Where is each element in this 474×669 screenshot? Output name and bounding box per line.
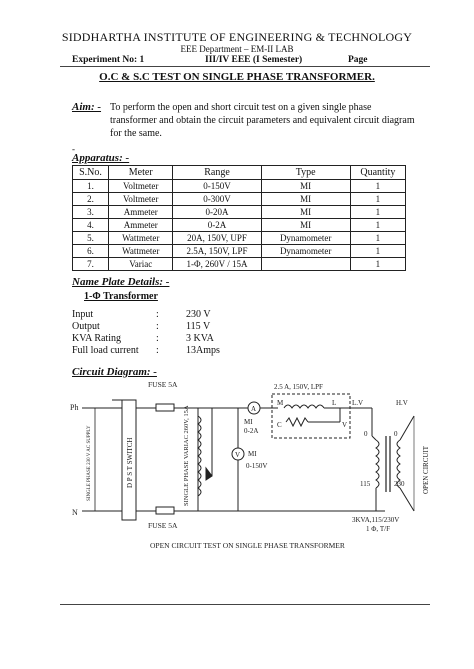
apparatus-cell: 2.5A, 150V, LPF bbox=[173, 245, 261, 258]
wire bbox=[400, 488, 414, 511]
variac-label: SINGLE PHASE VARIAC 260V, 15A bbox=[183, 405, 190, 506]
wattmeter-box bbox=[272, 394, 350, 438]
xfmr-rating: 3KVA,115/230V bbox=[352, 516, 400, 524]
ph-label: Ph bbox=[70, 403, 79, 412]
nameplate-value: 115 V bbox=[186, 321, 211, 332]
apparatus-cell: Voltmeter bbox=[109, 180, 173, 193]
apparatus-cell: 1 bbox=[350, 232, 405, 245]
apparatus-cell: 1 bbox=[350, 180, 405, 193]
apparatus-cell: Voltmeter bbox=[109, 193, 173, 206]
apparatus-cell: 1 bbox=[350, 258, 405, 271]
lv-turns: 115 bbox=[360, 480, 371, 488]
pressure-coil bbox=[286, 418, 308, 426]
col-range: Range bbox=[173, 166, 261, 180]
nameplate-separator: : bbox=[156, 309, 159, 320]
ammeter-letter: A bbox=[251, 405, 257, 413]
ammeter-range: 0-2A bbox=[244, 427, 259, 435]
apparatus-cell: 7. bbox=[73, 258, 109, 271]
voltmeter-type: MI bbox=[248, 450, 257, 458]
apparatus-cell: 0-20A bbox=[173, 206, 261, 219]
apparatus-row bbox=[73, 180, 406, 193]
apparatus-cell: MI bbox=[261, 193, 350, 206]
xfmr-type: 1 Φ, T/F bbox=[366, 525, 390, 533]
current-coil bbox=[284, 405, 324, 408]
apparatus-cell: Variac bbox=[109, 258, 173, 271]
fuse-top bbox=[156, 404, 174, 411]
nameplate-separator: : bbox=[156, 345, 159, 356]
apparatus-cell: Dynamometer bbox=[261, 245, 350, 258]
hv-label: H.V bbox=[396, 399, 408, 407]
apparatus-cell: Ammeter bbox=[109, 219, 173, 232]
nameplate-subtitle: 1-Φ Transformer bbox=[84, 291, 158, 302]
semester: III/IV EEE (I Semester) bbox=[205, 55, 303, 65]
hv-turns: 230 bbox=[394, 480, 405, 488]
wattmeter-rating: 2.5 A, 150V, LPF bbox=[274, 383, 323, 391]
nameplate-value: 230 V bbox=[186, 309, 211, 320]
apparatus-cell: 2. bbox=[73, 193, 109, 206]
apparatus-cell: 5. bbox=[73, 232, 109, 245]
col-quantity: Quantity bbox=[350, 166, 405, 180]
apparatus-cell: 1 bbox=[350, 219, 405, 232]
apparatus-cell: 4. bbox=[73, 219, 109, 232]
lv-winding bbox=[376, 440, 379, 488]
nameplate-key: Full load current bbox=[72, 345, 139, 356]
wattmeter-c: C bbox=[277, 421, 282, 429]
apparatus-cell: Ammeter bbox=[109, 206, 173, 219]
stray-mark: - bbox=[72, 144, 75, 154]
variac-arrow bbox=[206, 468, 212, 480]
apparatus-cell: 1 bbox=[350, 245, 405, 258]
nameplate-value: 3 KVA bbox=[186, 333, 214, 344]
n-label: N bbox=[72, 508, 78, 517]
apparatus-cell: 1. bbox=[73, 180, 109, 193]
lv-label: L.V bbox=[352, 399, 364, 407]
apparatus-cell: 1-Φ, 260V / 15A bbox=[173, 258, 261, 271]
apparatus-row bbox=[73, 232, 406, 245]
apparatus-cell: Dynamometer bbox=[261, 232, 350, 245]
nameplate-separator: : bbox=[156, 333, 159, 344]
dpst-label: D P S T SWITCH bbox=[126, 437, 134, 488]
supply-label: SINGLE PHASE 230 V AC SUPPLY bbox=[87, 425, 92, 501]
fuse-top-label: FUSE 5A bbox=[148, 380, 178, 389]
apparatus-cell: 1 bbox=[350, 206, 405, 219]
wattmeter-m: M bbox=[277, 399, 284, 407]
apparatus-cell: 20A, 150V, UPF bbox=[173, 232, 261, 245]
apparatus-cell: 6. bbox=[73, 245, 109, 258]
apparatus-cell: MI bbox=[261, 206, 350, 219]
page-label: Page bbox=[348, 55, 368, 65]
apparatus-cell: 1 bbox=[350, 193, 405, 206]
apparatus-table bbox=[72, 165, 406, 271]
nameplate-value: 13Amps bbox=[186, 345, 220, 356]
header-divider bbox=[60, 66, 430, 67]
fuse-bottom bbox=[156, 507, 174, 514]
voltmeter-range: 0-150V bbox=[246, 462, 268, 470]
open-circuit-label: OPEN CIRCUIT bbox=[422, 445, 430, 494]
apparatus-cell: 0-150V bbox=[173, 180, 261, 193]
apparatus-row bbox=[73, 193, 406, 206]
col-type: Type bbox=[261, 166, 350, 180]
apparatus-cell: Wattmeter bbox=[109, 232, 173, 245]
circuit-label: Circuit Diagram: - bbox=[72, 366, 157, 378]
apparatus-cell: MI bbox=[261, 219, 350, 232]
apparatus-cell: 0-300V bbox=[173, 193, 261, 206]
wattmeter-l: L bbox=[332, 399, 337, 407]
apparatus-row bbox=[73, 258, 406, 271]
col-meter: Meter bbox=[109, 166, 173, 180]
nameplate-separator: : bbox=[156, 321, 159, 332]
circuit-caption: OPEN CIRCUIT TEST ON SINGLE PHASE TRANSFORMER bbox=[150, 541, 345, 550]
circuit-diagram bbox=[60, 376, 440, 554]
footer-divider bbox=[60, 604, 430, 605]
apparatus-cell bbox=[261, 258, 350, 271]
wattmeter-v: V bbox=[342, 421, 348, 429]
department-name: EEE Department – EM-II LAB bbox=[180, 44, 294, 54]
page-title: O.C & S.C TEST ON SINGLE PHASE TRANSFORMER. bbox=[99, 71, 375, 83]
wire bbox=[400, 416, 414, 440]
nameplate-key: Output bbox=[72, 321, 100, 332]
aim-label: Aim: - bbox=[72, 101, 102, 113]
zero-mark: 0 bbox=[364, 430, 368, 438]
experiment-number: Experiment No: 1 bbox=[72, 55, 145, 65]
apparatus-row bbox=[73, 245, 406, 258]
apparatus-cell: Wattmeter bbox=[109, 245, 173, 258]
aim-text: To perform the open and short circuit test on a given single phase transformer and obtain the circuit parameters and equivalent circuit diagram for the same. bbox=[110, 102, 415, 139]
nameplate-label: Name Plate Details: - bbox=[72, 276, 170, 288]
apparatus-row bbox=[73, 219, 406, 232]
ammeter-type: MI bbox=[244, 418, 253, 426]
voltmeter-letter: V bbox=[235, 451, 241, 459]
apparatus-label: Apparatus: - bbox=[72, 152, 130, 164]
col-sno: S.No. bbox=[73, 166, 109, 180]
apparatus-header-row bbox=[73, 166, 406, 180]
apparatus-row bbox=[73, 206, 406, 219]
fuse-bottom-label: FUSE 5A bbox=[148, 521, 178, 530]
zero-mark-hv: 0 bbox=[394, 430, 398, 438]
nameplate-key: Input bbox=[72, 309, 94, 320]
apparatus-cell: MI bbox=[261, 180, 350, 193]
wire bbox=[372, 436, 376, 440]
nameplate-key: KVA Rating bbox=[72, 333, 121, 344]
institute-name: SIDDHARTHA INSTITUTE OF ENGINEERING & TECHNOLOGY bbox=[61, 30, 413, 44]
apparatus-cell: 3. bbox=[73, 206, 109, 219]
apparatus-cell: 0-2A bbox=[173, 219, 261, 232]
